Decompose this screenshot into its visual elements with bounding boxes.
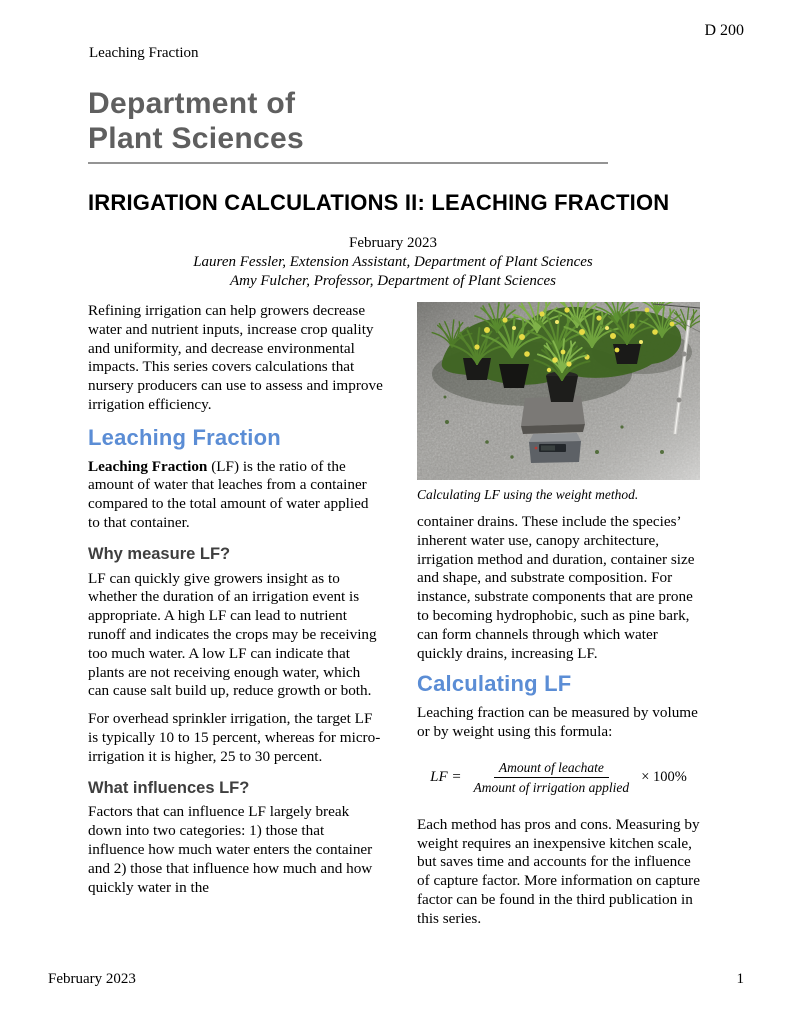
lf-formula: [417, 759, 700, 797]
body-columns: [88, 302, 700, 938]
paragraph-formula-intro: Leaching fraction can be measured by volume or by weight using this formula:: [417, 704, 698, 740]
paragraph-why-1: LF can quickly give growers insight as to whether the duration of an irrigation event is appropriate. A high LF can lead to nutrient runoff and indicates the crops may be receiving too much water. A low LF can indicate that plants are not receiving enough water, which can cause salt build up, reduce growth or both.: [88, 569, 377, 700]
paragraph-container-drains: container drains. These include the species’ inherent water use, canopy architecture, irrigation method and duration, container size and shape, and substrate composition. For instance, substrate components that are prone to becoming hydrophobic, such as pine bark, can form channels through which water quickly drains, increasing LF.: [417, 513, 695, 662]
formula-denominator: Amount of irrigation applied: [473, 780, 630, 796]
formula-multiplier: × 100%: [641, 769, 687, 786]
footer-date: February 2023: [48, 971, 136, 987]
title-rule: [88, 162, 608, 164]
page-number: 1: [736, 971, 744, 987]
section-heading-leaching-fraction: Leaching Fraction: [88, 424, 281, 450]
formula-lhs: LF =: [430, 769, 462, 786]
photo-caption: Calculating LF using the weight method.: [417, 487, 639, 502]
definition-rest: (LF) is the ratio of the amount of water that leaches from a container compared to the total amount of water applied to that container.: [88, 457, 369, 531]
department-title: [88, 86, 304, 156]
running-header: Leaching Fraction: [89, 45, 199, 61]
author-line-1: Lauren Fessler, Extension Assistant, Department of Plant Sciences: [193, 254, 593, 270]
byline: [88, 234, 698, 291]
figure-weight-method: [417, 302, 700, 503]
formula-numerator: Amount of leachate: [494, 759, 609, 779]
definition-paragraph: [88, 458, 384, 533]
section-heading-calculating-lf: Calculating LF: [417, 671, 572, 697]
subheading-what-influences-lf: What influences LF?: [88, 778, 250, 797]
intro-paragraph: Refining irrigation can help growers decrease water and nutrient inputs, increase crop quality and uniformity, and decrease environmental impacts. This series covers calculations that nursery producers can use to assess and improve irrigation efficiency.: [88, 302, 383, 413]
paragraph-why-2: For overhead sprinkler irrigation, the target LF is typically 10 to 15 percent, whereas for micro-irrigation it is higher, 25 to 30 percent.: [88, 710, 381, 765]
weight-method-photo: [417, 302, 700, 480]
author-lines: [88, 253, 698, 291]
paragraph-influences: Factors that can influence LF largely break down into two categories: 1) those that influence how much water enters the container and 2) those that influence how much and how quickly water in the: [88, 803, 373, 896]
author-line-2: Amy Fulcher, Professor, Department of Plant Sciences: [229, 273, 557, 289]
formula-fraction: [469, 759, 635, 797]
department-title-line1: Department of: [88, 87, 296, 120]
department-title-line2: Plant Sciences: [88, 122, 304, 155]
definition-bold-term: Leaching Fraction: [88, 457, 208, 475]
publication-date: February 2023: [349, 235, 437, 251]
doc-number: D 200: [704, 22, 744, 39]
paragraph-method-pros-cons: Each method has pros and cons. Measuring by weight requires an inexpensive kitchen scale, but saves time and accounts for the influence of capture factor. More information on capture factor can be found in the third publication in this series.: [417, 815, 700, 927]
right-column: [417, 302, 700, 938]
left-column: [88, 302, 384, 938]
article-title: IRRIGATION CALCULATIONS II: LEACHING FRACTION: [88, 190, 670, 215]
subheading-why-measure-lf: Why measure LF?: [88, 544, 231, 563]
